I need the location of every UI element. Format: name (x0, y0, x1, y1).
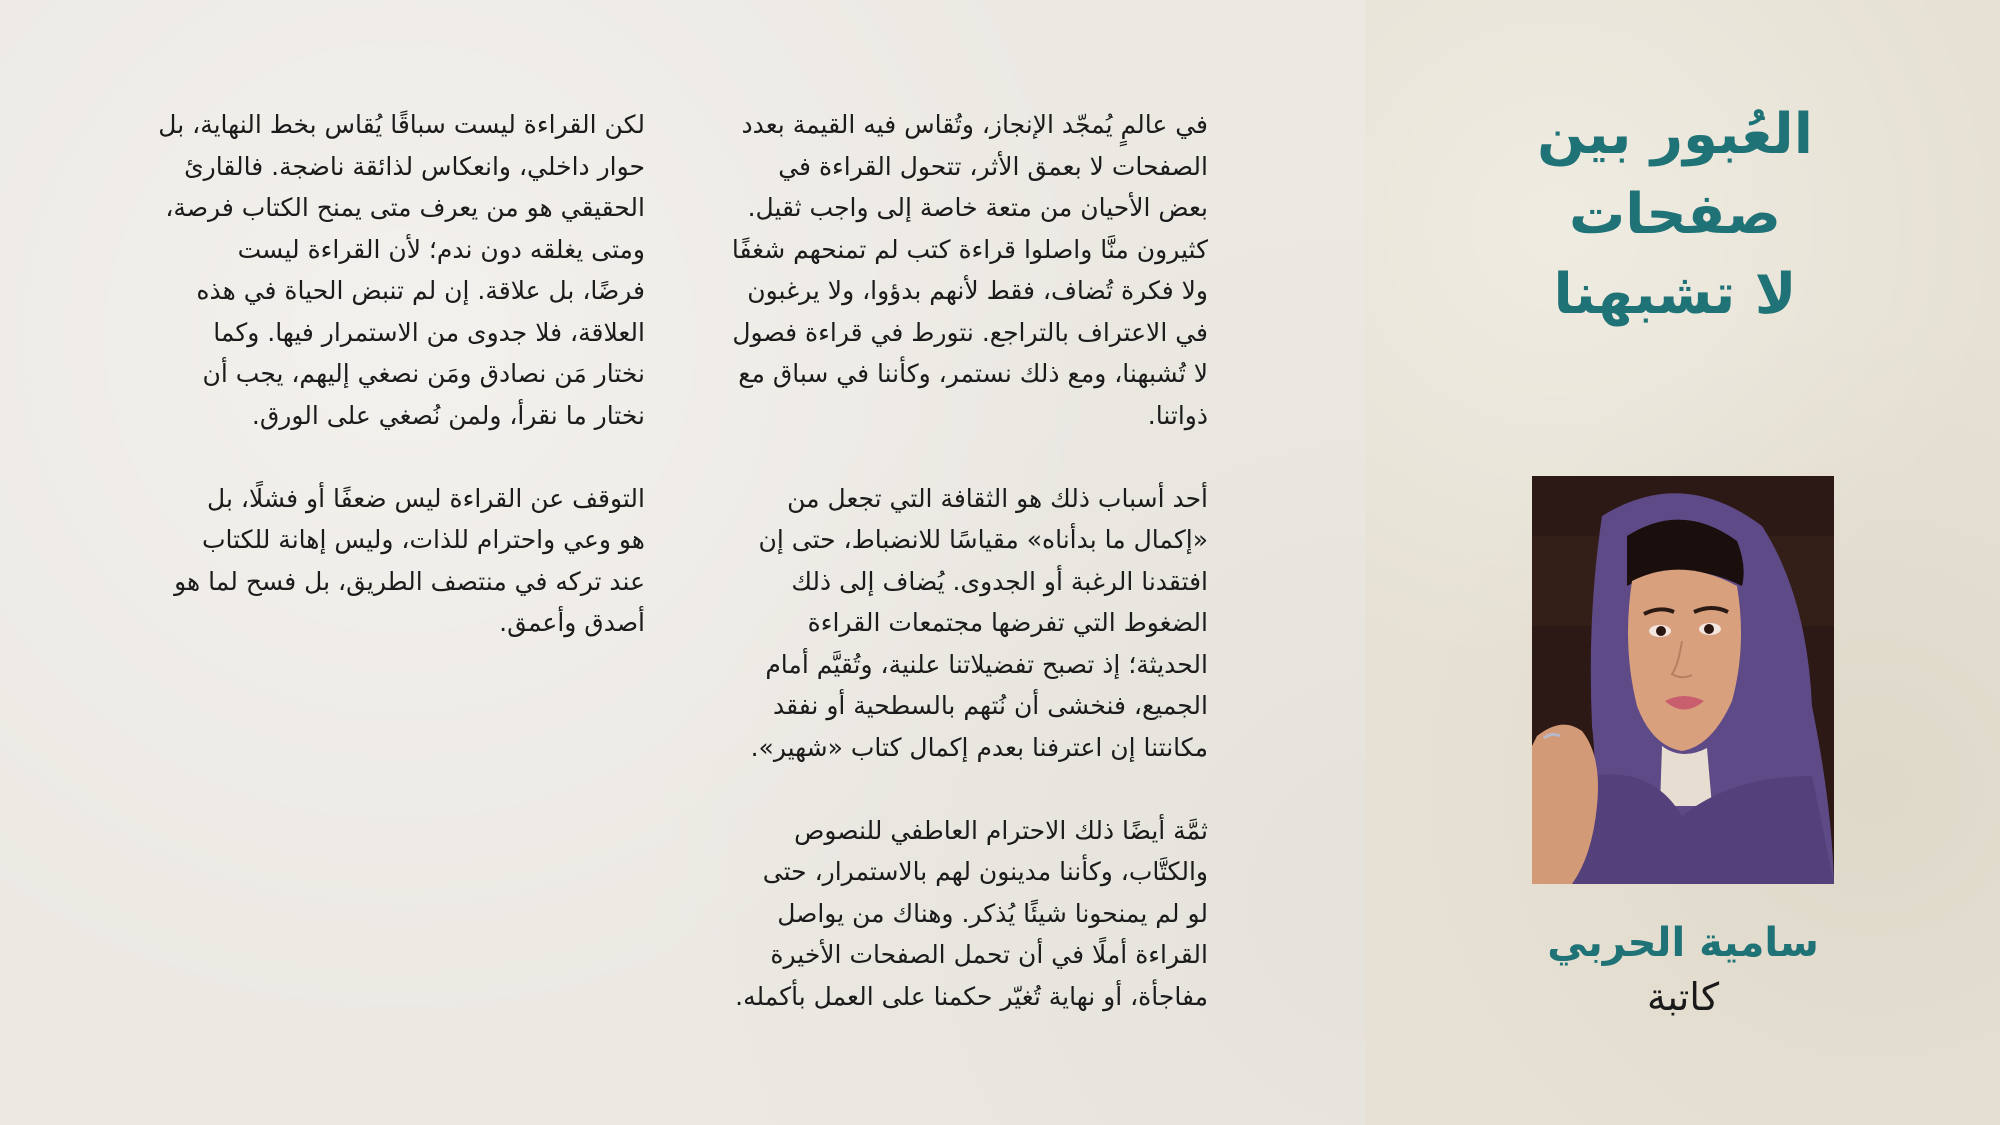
text-line: القراءة أملًا في أن تحمل الصفحات الأخيرة (770, 940, 1208, 969)
text-line: لكن القراءة ليست سباقًا يُقاس بخط النهاية، بل (158, 110, 645, 139)
text-line: ولا فكرة تُضاف، فقط لأنهم بدؤوا، ولا يرغبون (747, 276, 1208, 305)
author-photo (1532, 476, 1834, 884)
text-line: حوار داخلي، وانعكاس لذائقة ناضجة. فالقارئ (184, 151, 645, 181)
text-line: الحديثة؛ إذ تصبح تفضيلاتنا علنية، وتُقيَّم أمام (765, 649, 1208, 679)
text-line: العلاقة، فلا جدوى من الاستمرار فيها. وكما (213, 317, 645, 347)
author-name: سامية الحربي (1547, 920, 1819, 966)
text-line: مفاجأة، أو نهاية تُغيّر حكمنا على العمل بأكمله. (735, 981, 1208, 1011)
title-line-2: لا تشبهنا (1553, 262, 1797, 327)
text-line: في عالمٍ يُمجّد الإنجاز، وتُقاس فيه القيمة بعدد (741, 110, 1208, 139)
text-line: نختار ما نقرأ، ولمن نُصغي على الورق. (251, 400, 645, 430)
text-line: الصفحات لا بعمق الأثر، تتحول القراءة في (778, 151, 1208, 181)
text-line: الجميع، فنخشى أن نُتهم بالسطحية أو نفقد (773, 691, 1208, 720)
text-line: ذواتنا. (1147, 400, 1208, 430)
text-line: مكانتنا إن اعترفنا بعدم إكمال كتاب «شهير». (750, 732, 1208, 762)
paragraph (700, 810, 1208, 1018)
article-title (1445, 95, 1905, 335)
text-line: والكتَّاب، وكأننا مدينون لهم بالاستمرار، حتى (762, 857, 1208, 886)
text-line: لا تُشبهنا، ومع ذلك نستمر، وكأننا في سباق مع (738, 359, 1208, 388)
paragraph (700, 478, 1208, 769)
paragraph (700, 104, 1208, 436)
text-line: افتقدنا الرغبة أو الجدوى. يُضاف إلى ذلك (791, 566, 1208, 596)
portrait-image (1532, 476, 1834, 884)
paragraph (140, 104, 645, 436)
text-line: كثيرون منَّا واصلوا قراءة كتب لم تمنحهم شغفًا (731, 234, 1208, 264)
article-column-2 (140, 104, 645, 685)
title-line-1: العُبور بين صفحات (1537, 102, 1813, 247)
text-line: ثمَّة أيضًا ذلك الاحترام العاطفي للنصوص (794, 815, 1208, 845)
text-line: لو لم يمنحونا شيئًا يُذكر. وهناك من يواصل (777, 898, 1208, 928)
text-line: الضغوط التي تفرضها مجتمعات القراءة (807, 608, 1208, 637)
text-line: التوقف عن القراءة ليس ضعفًا أو فشلًا، بل (207, 483, 645, 513)
text-line: في الاعتراف بالتراجع. نتورط في قراءة فصول (732, 317, 1208, 347)
text-line: نختار مَن نصادق ومَن نصغي إليهم، يجب أن (202, 359, 645, 388)
article-column-1 (700, 104, 1208, 1059)
author-role: كاتبة (1646, 975, 1720, 1019)
text-line: أصدق وأعمق. (499, 608, 645, 637)
paragraph (140, 478, 645, 644)
text-line: ومتى يغلقه دون ندم؛ لأن القراءة ليست (237, 234, 645, 264)
text-line: هو وعي واحترام للذات، وليس إهانة للكتاب (201, 525, 645, 554)
text-line: فرضًا، بل علاقة. إن لم تنبض الحياة في هذه (196, 276, 645, 305)
text-line: الحقيقي هو من يعرف متى يمنح الكتاب فرصة، (165, 193, 645, 222)
text-line: عند تركه في منتصف الطريق، بل فسح لما هو (174, 566, 645, 596)
text-line: «إكمال ما بدأناه» مقياسًا للانضباط، حتى إن (758, 525, 1208, 554)
text-line: أحد أسباب ذلك هو الثقافة التي تجعل من (787, 483, 1208, 513)
text-line: بعض الأحيان من متعة خاصة إلى واجب ثقيل. (747, 193, 1208, 222)
